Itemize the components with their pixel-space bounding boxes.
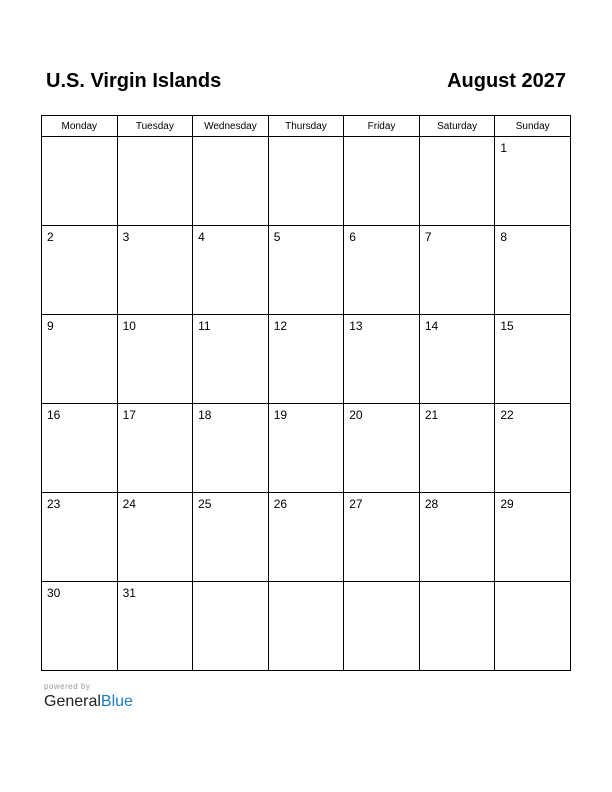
day-number: 31 (122, 586, 136, 600)
day-number: 17 (122, 408, 136, 422)
day-number: 13 (349, 319, 363, 333)
day-cell (193, 315, 269, 404)
day-cell (117, 226, 193, 315)
day-cell (193, 493, 269, 582)
region-title: U.S. Virgin Islands (46, 70, 222, 92)
day-number: 3 (122, 230, 130, 244)
brand-blue-text: Blue (100, 693, 133, 710)
day-number (269, 137, 344, 142)
day-number: 18 (198, 408, 212, 422)
day-number: 27 (349, 497, 363, 511)
day-cell (419, 137, 495, 226)
day-cell (268, 137, 344, 226)
day-cell (344, 404, 420, 493)
day-number: 10 (122, 319, 136, 333)
day-number: 26 (273, 497, 288, 511)
day-cell (42, 404, 118, 493)
day-number (193, 137, 268, 142)
day-cell (495, 493, 571, 582)
week-row (42, 315, 571, 404)
day-number: 25 (198, 497, 212, 511)
day-cell (193, 226, 269, 315)
day-cell (193, 137, 269, 226)
day-number: 21 (424, 408, 439, 422)
day-number: 22 (500, 408, 514, 422)
day-number: 9 (47, 319, 54, 333)
day-cell (495, 226, 571, 315)
day-number: 23 (47, 497, 61, 511)
day-number: 29 (500, 497, 514, 511)
day-number: 12 (273, 319, 288, 333)
day-number: 6 (349, 230, 356, 244)
weekday-tuesday: Tuesday (117, 116, 193, 137)
month-calendar (41, 115, 571, 671)
day-number (269, 582, 344, 587)
generalblue-logo (44, 693, 133, 711)
calendar-body (42, 137, 571, 671)
day-cell (268, 226, 344, 315)
day-number: 24 (122, 497, 136, 511)
day-number: 11 (198, 319, 211, 333)
day-number: 30 (47, 586, 61, 600)
day-cell (193, 582, 269, 671)
day-cell (42, 226, 118, 315)
day-cell (344, 137, 420, 226)
day-cell (344, 582, 420, 671)
day-cell (42, 137, 118, 226)
weekday-monday: Monday (42, 116, 118, 137)
day-cell (419, 493, 495, 582)
brand-general-text: General (44, 693, 101, 710)
weekday-friday: Friday (344, 116, 420, 137)
day-number (42, 137, 117, 142)
day-cell (419, 582, 495, 671)
day-cell (495, 404, 571, 493)
day-number: 7 (424, 230, 432, 244)
day-number (495, 582, 570, 587)
week-row (42, 582, 571, 671)
day-number: 28 (424, 497, 439, 511)
day-number: 4 (198, 230, 205, 244)
day-number: 20 (349, 408, 363, 422)
day-cell (268, 404, 344, 493)
day-cell (495, 582, 571, 671)
day-number: 14 (424, 319, 439, 333)
powered-by-text: powered by (44, 682, 91, 691)
weekday-sunday: Sunday (495, 116, 571, 137)
day-number: 19 (273, 408, 288, 422)
calendar-header (46, 70, 566, 100)
week-row (42, 493, 571, 582)
day-number (420, 582, 495, 587)
day-cell (193, 404, 269, 493)
weekday-saturday: Saturday (419, 116, 495, 137)
weekday-thursday: Thursday (268, 116, 344, 137)
day-number: 1 (500, 141, 508, 155)
day-cell (419, 315, 495, 404)
day-cell (42, 582, 118, 671)
day-cell (344, 226, 420, 315)
day-cell (117, 137, 193, 226)
day-cell (268, 315, 344, 404)
day-number: 15 (500, 319, 514, 333)
day-cell (419, 226, 495, 315)
day-number (344, 137, 419, 142)
day-number: 5 (273, 230, 281, 244)
day-cell (268, 493, 344, 582)
week-row (42, 404, 571, 493)
day-number: 2 (47, 230, 54, 244)
day-number (193, 582, 268, 587)
week-row (42, 226, 571, 315)
day-cell (117, 404, 193, 493)
day-cell (117, 582, 193, 671)
day-number (420, 137, 495, 142)
day-cell (42, 493, 118, 582)
day-number: 16 (47, 408, 61, 422)
day-cell (117, 493, 193, 582)
day-cell (344, 315, 420, 404)
day-cell (344, 493, 420, 582)
day-cell (42, 315, 118, 404)
day-cell (268, 582, 344, 671)
day-cell (495, 315, 571, 404)
day-cell (117, 315, 193, 404)
week-row (42, 137, 571, 226)
day-cell (419, 404, 495, 493)
day-number: 8 (500, 230, 508, 244)
day-number (344, 582, 419, 587)
day-number (118, 137, 193, 142)
weekday-header-row (42, 116, 571, 137)
footer (44, 682, 133, 711)
month-year-title: August 2027 (447, 70, 566, 92)
weekday-wednesday: Wednesday (193, 116, 269, 137)
day-cell (495, 137, 571, 226)
